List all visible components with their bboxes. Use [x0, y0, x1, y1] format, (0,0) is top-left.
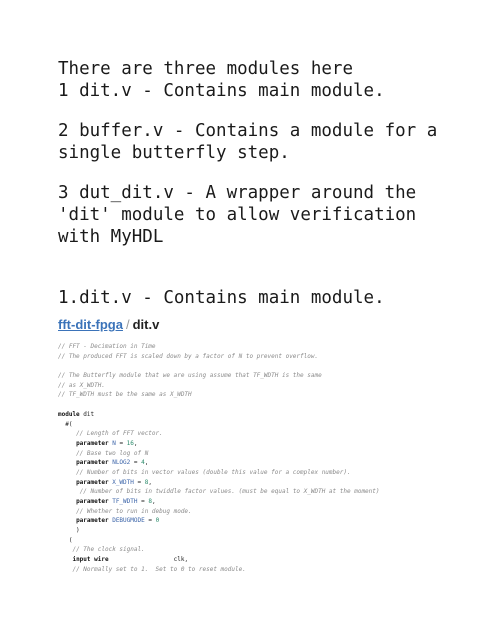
file-name: dit.v — [132, 317, 160, 332]
code-token: 4 — [141, 459, 145, 467]
code-token — [58, 459, 76, 466]
code-token: #( — [58, 420, 73, 428]
code-token — [58, 546, 72, 553]
code-token: , — [144, 459, 149, 467]
code-token: // Number of bits in twiddle factor values. (must be equal to X_WDTH at the moment) — [79, 488, 380, 496]
code-token: DEBUGMODE — [112, 517, 145, 525]
intro-paragraph: 3 dut_dit.v - A wrapper around the 'dit' module to allow verification with MyHDL — [58, 183, 417, 247]
code-token: parameter — [76, 459, 109, 467]
code-line — [58, 536, 488, 546]
code-token: X_WDTH — [112, 478, 134, 486]
code-token — [58, 517, 76, 524]
code-token: 16 — [126, 439, 134, 447]
code-token: ( — [58, 536, 73, 544]
code-token: N — [112, 439, 116, 447]
repo-link[interactable]: fft-dit-fpga — [58, 317, 123, 332]
code-token: // TF_WDTH must be the same as X_WDTH — [58, 391, 192, 399]
code-token: ) — [58, 527, 80, 535]
code-token: dit — [79, 410, 95, 418]
code-line — [58, 361, 488, 371]
code-line — [58, 516, 488, 526]
code-token: TF_WDTH — [112, 498, 138, 505]
code-line — [58, 371, 488, 381]
code-token: // Number of bits in vector values (double this value for a complex number). — [76, 468, 351, 476]
code-line — [58, 410, 488, 420]
code-token: // The clock signal. — [72, 546, 145, 554]
code-token: parameter — [76, 517, 109, 525]
code-token: wire — [94, 556, 109, 564]
code-line — [58, 555, 488, 565]
code-line — [58, 400, 488, 410]
code-token: , — [148, 478, 152, 486]
code-line — [58, 429, 488, 439]
code-token: = — [137, 498, 149, 505]
code-token — [58, 479, 76, 486]
section-heading: 1.dit.v - Contains main module. — [58, 288, 385, 308]
code-line — [58, 497, 488, 507]
intro-paragraph: 2 buffer.v - Contains a module for a single butterfly step. — [58, 121, 438, 163]
code-token: 8 — [148, 498, 152, 505]
code-token — [58, 566, 72, 573]
code-token: // Base two log of N — [76, 449, 149, 457]
code-line — [58, 478, 488, 488]
code-line — [58, 468, 488, 478]
code-line — [58, 352, 488, 362]
code-token: // The Butterfly module that we are using assume that TF_WDTH is the same — [58, 372, 322, 380]
code-line — [58, 458, 488, 468]
code-line — [58, 565, 488, 575]
code-token — [58, 498, 76, 505]
code-line — [58, 487, 488, 497]
code-token: module — [58, 410, 80, 418]
code-token: parameter — [76, 439, 109, 447]
code-token: // Length of FFT vector. — [76, 430, 163, 438]
code-token: = — [144, 517, 156, 525]
code-line — [58, 381, 488, 391]
code-token: 8 — [144, 478, 149, 486]
code-token — [58, 508, 76, 515]
code-token — [58, 430, 76, 437]
code-line — [58, 390, 488, 400]
code-line — [58, 420, 488, 430]
code-token: parameter — [76, 478, 109, 486]
code-token: clk, — [108, 556, 189, 564]
code-token — [58, 450, 76, 457]
code-token: // Whether to run in debug mode. — [76, 507, 192, 515]
code-token — [58, 469, 76, 476]
breadcrumb-separator: / — [125, 317, 130, 332]
code-token: // FFT - Decimation in Time — [58, 343, 156, 350]
code-token: input — [72, 556, 91, 564]
code-token: parameter — [76, 498, 109, 505]
breadcrumb — [58, 317, 159, 332]
code-token: = — [133, 478, 145, 486]
code-block — [58, 342, 488, 575]
code-line — [58, 439, 488, 449]
code-token: // Normally set to 1. Set to 0 to reset module. — [72, 565, 246, 573]
code-line — [58, 449, 488, 459]
code-token: 0 — [155, 517, 160, 525]
intro-paragraph: There are three modules here 1 dit.v - Contains main module. — [58, 59, 385, 101]
code-line — [58, 526, 488, 536]
code-token — [58, 556, 72, 563]
code-line — [58, 545, 488, 555]
code-line — [58, 342, 488, 352]
code-token: , — [133, 439, 138, 447]
code-line — [58, 507, 488, 517]
code-token — [58, 440, 76, 447]
code-token — [58, 488, 80, 495]
code-token: , — [151, 498, 156, 505]
code-token: // The produced FFT is scaled down by a factor of N to prevent overflow. — [58, 352, 319, 360]
intro-text — [58, 58, 488, 266]
code-token: = — [115, 439, 127, 447]
code-token: // as X_WDTH. — [58, 381, 105, 389]
code-token: = — [130, 459, 142, 467]
code-token: NLOG2 — [112, 459, 131, 467]
